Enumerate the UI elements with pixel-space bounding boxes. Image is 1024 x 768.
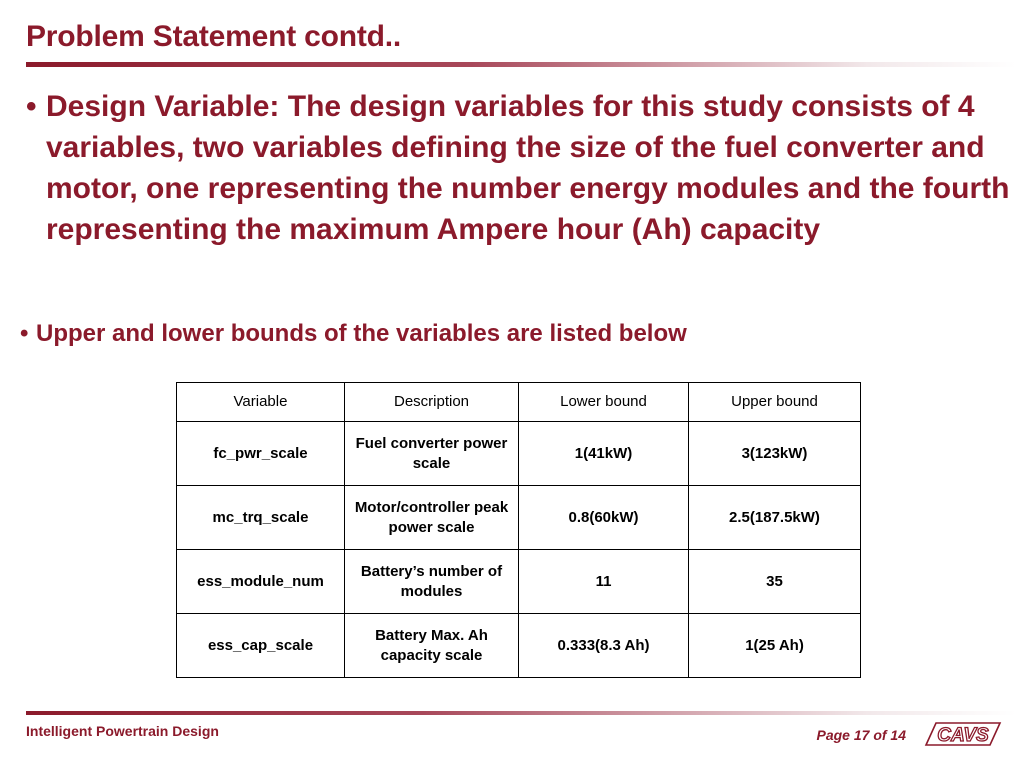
cell-variable: ess_module_num — [177, 550, 345, 614]
cell-description: Motor/controller peak power scale — [345, 486, 519, 550]
cell-upper-bound: 35 — [689, 550, 861, 614]
table-row — [177, 614, 861, 678]
cell-description: Battery Max. Ah capacity scale — [345, 614, 519, 678]
bullet-design-variable — [26, 86, 1011, 250]
cell-variable: mc_trq_scale — [177, 486, 345, 550]
cell-upper-bound: 1(25 Ah) — [689, 614, 861, 678]
table-row — [177, 422, 861, 486]
table-row — [177, 550, 861, 614]
cell-lower-bound: 0.333(8.3 Ah) — [519, 614, 689, 678]
header-upper-bound: Upper bound — [689, 383, 861, 422]
cell-variable: ess_cap_scale — [177, 614, 345, 678]
footer-divider — [26, 711, 1016, 715]
bullet-glyph: • — [26, 90, 37, 123]
header-lower-bound: Lower bound — [519, 383, 689, 422]
variable-bounds-table — [176, 382, 861, 678]
cell-lower-bound: 0.8(60kW) — [519, 486, 689, 550]
table-header-row — [177, 383, 861, 422]
header-description: Description — [345, 383, 519, 422]
cell-variable: fc_pwr_scale — [177, 422, 345, 486]
cell-upper-bound: 2.5(187.5kW) — [689, 486, 861, 550]
footer-course-title: Intelligent Powertrain Design — [26, 723, 219, 739]
page-number: Page 17 of 14 — [816, 727, 906, 743]
bullet-bounds-text: Upper and lower bounds of the variables are listed below — [36, 320, 687, 347]
slide-title: Problem Statement contd.. — [26, 20, 402, 53]
bullet-glyph: • — [20, 320, 29, 347]
cavs-logo — [922, 719, 1002, 749]
cell-description: Battery’s number of modules — [345, 550, 519, 614]
title-divider — [26, 62, 1016, 67]
cell-lower-bound: 11 — [519, 550, 689, 614]
cell-lower-bound: 1(41kW) — [519, 422, 689, 486]
bullet-design-variable-text: Design Variable: The design variables for this study consists of 4 variables, two variables defining the size of the fuel converter and motor, one representing the number energy modules and the fourth representing the maximum Ampere hour (Ah) capacity — [46, 90, 1010, 246]
table-row — [177, 486, 861, 550]
header-variable: Variable — [177, 383, 345, 422]
cell-upper-bound: 3(123kW) — [689, 422, 861, 486]
cell-description: Fuel converter power scale — [345, 422, 519, 486]
logo-text: CAVS — [937, 725, 989, 746]
bullet-bounds — [20, 318, 1000, 350]
